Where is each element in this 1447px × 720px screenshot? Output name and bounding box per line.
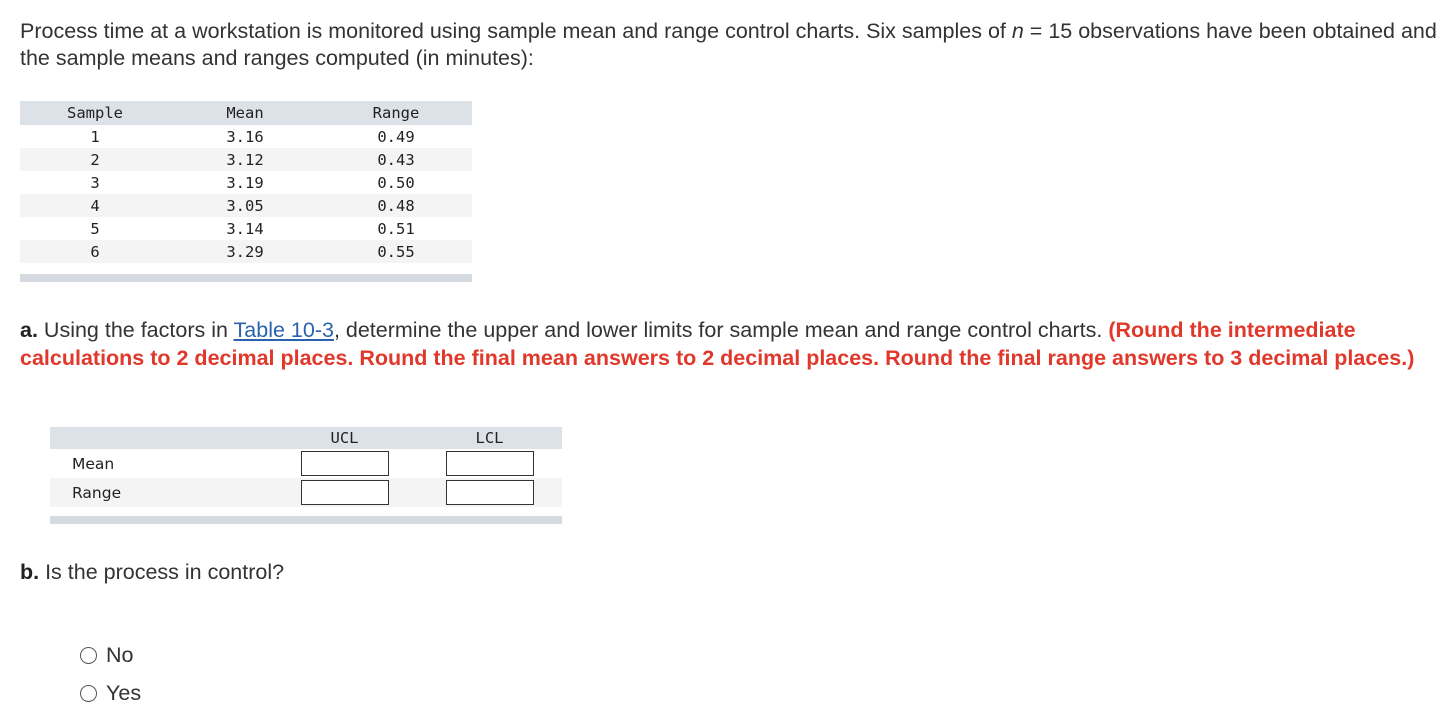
cell-range: 0.51 — [377, 219, 415, 238]
intro-n-variable: n — [1011, 19, 1024, 43]
data-table-footer-bar — [20, 274, 472, 282]
cell-range: 0.43 — [320, 148, 472, 171]
answer-table-header-row — [50, 427, 562, 449]
table-row — [20, 171, 472, 194]
option-yes-label: Yes — [106, 680, 142, 705]
radio-no[interactable] — [80, 647, 97, 664]
row-label-mean: Mean — [72, 454, 115, 473]
cell-sample: 1 — [90, 127, 100, 146]
cell-sample: 2 — [20, 148, 170, 171]
cell-mean: 3.12 — [170, 148, 320, 171]
part-b-question-text: Is the process in control? — [39, 560, 285, 584]
table-row — [20, 148, 472, 171]
row-label-range: Range — [50, 478, 272, 507]
cell-range: 0.49 — [377, 127, 415, 146]
cell-sample: 6 — [20, 240, 170, 263]
table-row — [20, 194, 472, 217]
rounding-instruction: (Round the intermediate calculations to 2 decimal places. Round the final mean answers to 2 decimal places. Round the final range answers to 3 decimal places.) — [20, 318, 1415, 370]
radio-yes[interactable] — [80, 685, 97, 702]
answer-row-mean — [50, 449, 562, 478]
part-a-text-before: Using the factors in — [37, 318, 234, 342]
control-limits-answer-table — [50, 427, 562, 507]
cell-range-lcl — [417, 478, 562, 507]
part-a-label: a. — [20, 318, 38, 342]
mean-lcl-input[interactable] — [446, 451, 534, 476]
header-sample: Sample — [20, 101, 170, 125]
cell-range-ucl — [272, 478, 417, 507]
header-blank — [50, 427, 272, 449]
header-lcl: LCL — [417, 427, 562, 449]
cell-mean: 3.05 — [170, 194, 320, 217]
cell-range: 0.48 — [320, 194, 472, 217]
cell-mean-ucl — [272, 449, 417, 478]
intro-text-after: = 15 observations have been obtained and the sample means and ranges computed (in minutes): — [20, 19, 1437, 70]
table-row — [20, 240, 472, 263]
header-ucl: UCL — [272, 427, 417, 449]
sample-data-table — [20, 101, 472, 263]
cell-sample: 5 — [90, 219, 100, 238]
problem-intro — [20, 18, 1440, 72]
cell-mean: 3.14 — [226, 219, 264, 238]
option-yes[interactable] — [80, 674, 141, 712]
range-lcl-input[interactable] — [446, 480, 534, 505]
answer-row-range — [50, 478, 562, 507]
data-table-header-row — [20, 101, 472, 125]
header-mean: Mean — [170, 101, 320, 125]
table-row — [20, 125, 472, 148]
option-no-label: No — [106, 642, 134, 667]
mean-ucl-input[interactable] — [301, 451, 389, 476]
part-a-question — [20, 316, 1440, 372]
cell-mean: 3.29 — [170, 240, 320, 263]
cell-mean: 3.19 — [226, 173, 264, 192]
table-10-3-link[interactable]: Table 10-3 — [233, 318, 334, 342]
intro-text-before: Process time at a workstation is monitored using sample mean and range control charts. Six samples of — [20, 19, 1012, 43]
cell-sample: 3 — [90, 173, 100, 192]
option-no[interactable] — [80, 636, 141, 674]
cell-sample: 4 — [20, 194, 170, 217]
cell-mean: 3.16 — [226, 127, 264, 146]
header-range: Range — [320, 101, 472, 125]
range-ucl-input[interactable] — [301, 480, 389, 505]
table-row — [20, 217, 472, 240]
cell-mean-lcl — [417, 449, 562, 478]
part-b-label: b. — [20, 560, 40, 584]
cell-range: 0.50 — [377, 173, 415, 192]
cell-range: 0.55 — [320, 240, 472, 263]
part-a-text-after: , determine the upper and lower limits for sample mean and range control charts. — [333, 318, 1109, 342]
part-b-question — [20, 558, 284, 586]
process-in-control-options — [80, 636, 141, 712]
answer-table-footer-bar — [50, 516, 562, 524]
